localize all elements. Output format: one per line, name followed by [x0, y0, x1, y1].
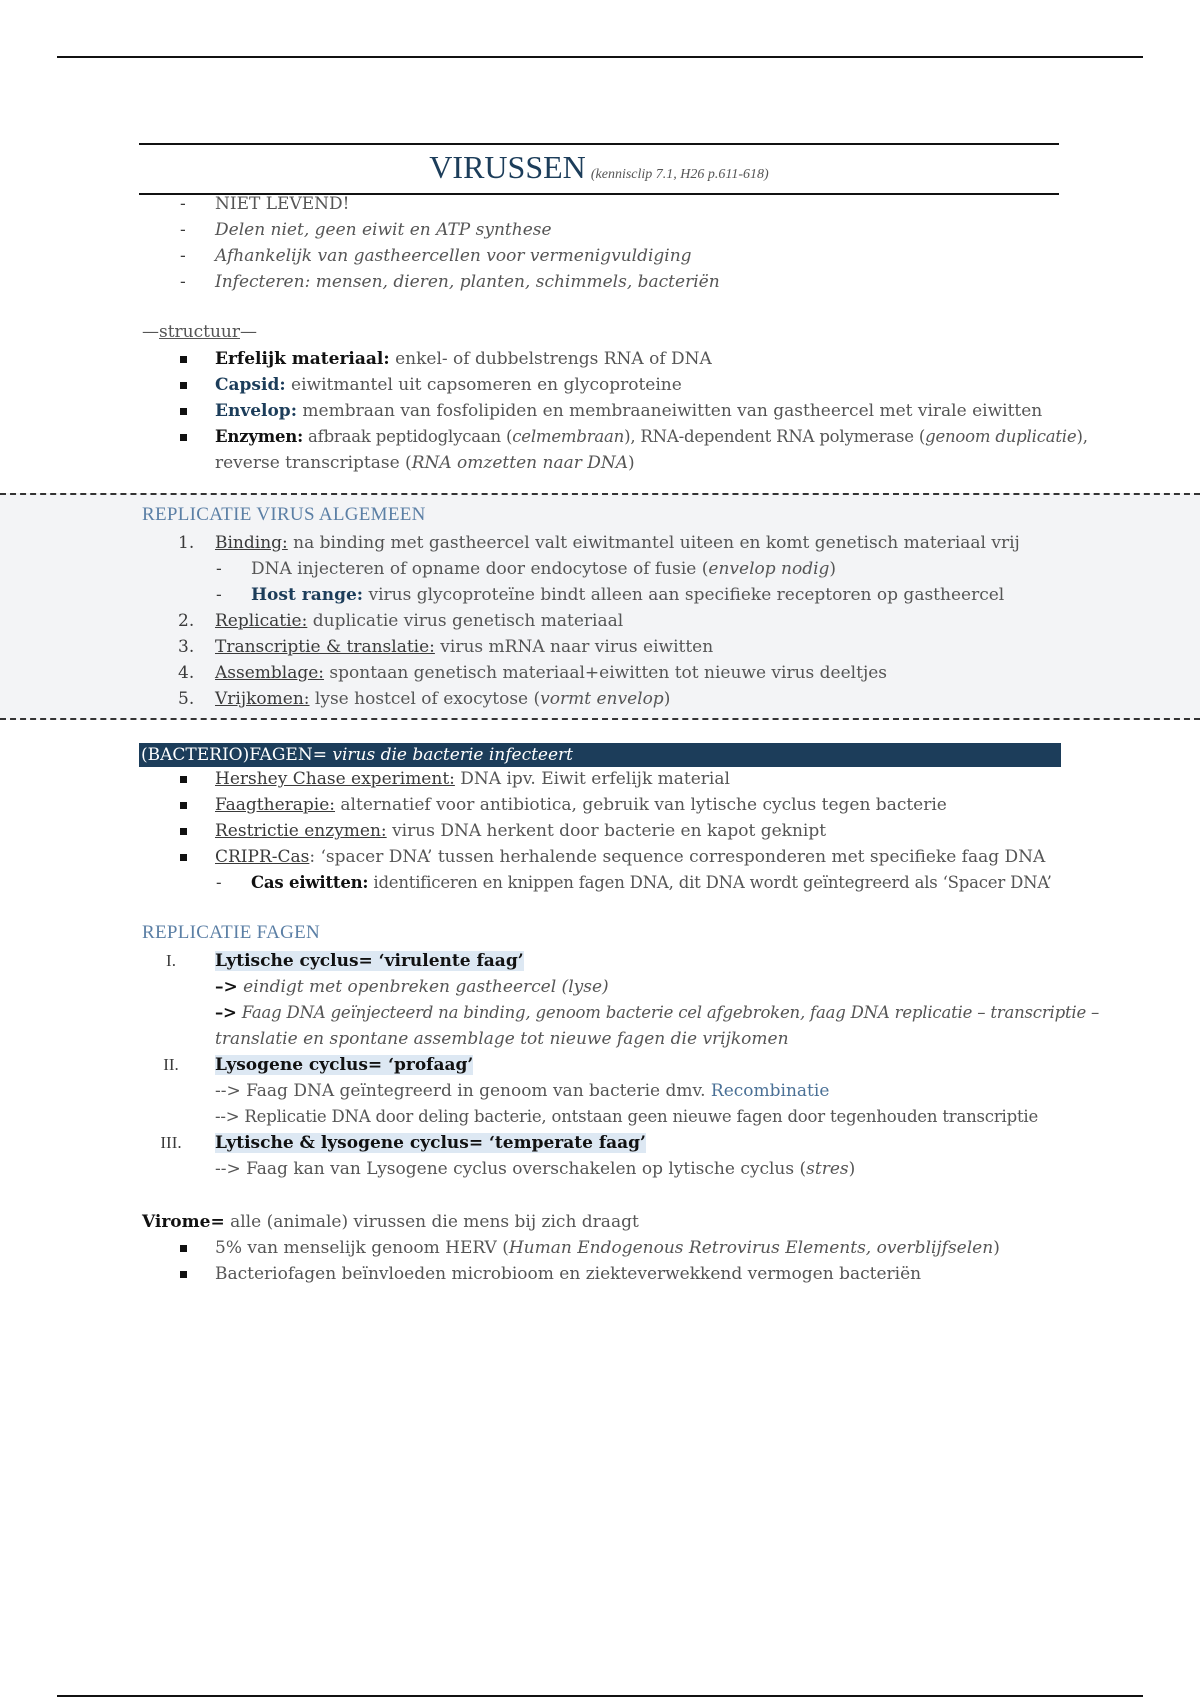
structure-item: Envelop: membraan van fosfolipiden en membraaneiwitten van gastheercel met virale eiwitten	[0, 398, 1200, 424]
structure-item: Erfelijk materiaal: enkel- of dubbelstrengs RNA of DNA	[0, 346, 1200, 372]
intro-item: - Delen niet, geen eiwit en ATP synthese	[180, 220, 552, 240]
phage-item: Hershey Chase experiment: DNA ipv. Eiwit erfelijk material	[0, 766, 1200, 792]
cycle-line: --> Faag kan van Lysogene cyclus overschakelen op lytische cyclus (stres)	[215, 1159, 856, 1179]
bullet-icon	[180, 854, 187, 861]
page-subtitle: (kennisclip 7.1, H26 p.611-618)	[590, 167, 769, 182]
phage-subitem: - Cas eiwitten: identificeren en knippen fagen DNA, dit DNA wordt geïntegreerd als ‘Spacer DNA’	[216, 873, 1052, 892]
bullet-icon	[180, 1271, 187, 1278]
replication-substep: - DNA injecteren of opname door endocytose of fusie (envelop nodig)	[216, 559, 837, 579]
virome-definition: Virome= alle (animale) virussen die mens bij zich draagt	[142, 1212, 639, 1232]
virome-item: Bacteriofagen beïnvloeden microbioom en ziekteverwekkend vermogen bacteriën	[0, 1261, 1200, 1287]
page-title: VIRUSSEN	[429, 149, 586, 185]
replication-step: 4. Assemblage: spontaan genetisch materiaal+eiwitten tot nieuwe virus deeltjes	[178, 663, 888, 683]
phage-item: Restrictie enzymen: virus DNA herkent door bacterie en kapot geknipt	[0, 818, 1200, 844]
phage-item: Faagtherapie: alternatief voor antibiotica, gebruik van lytische cyclus tegen bacterie	[0, 792, 1200, 818]
bullet-icon	[180, 1245, 187, 1252]
intro-item: - NIET LEVEND!	[180, 194, 350, 214]
cycle-title: II. Lysogene cyclus= ‘profaag’	[163, 1055, 474, 1075]
bullet-icon	[180, 802, 187, 809]
bullet-icon	[180, 828, 187, 835]
structure-item-continued: reverse transcriptase (RNA omzetten naar DNA)	[215, 453, 635, 473]
bullet-icon	[180, 408, 187, 415]
replication-step: 3. Transcriptie & translatie: virus mRNA naar virus eiwitten	[178, 637, 714, 657]
structure-heading: —structuur—	[142, 322, 258, 342]
replication-step: 1. Binding: na binding met gastheercel valt eiwitmantel uiteen en komt genetisch materiaal vrij	[178, 533, 1020, 553]
cycle-line: translatie en spontane assemblage tot nieuwe fagen die vrijkomen	[215, 1029, 789, 1049]
cycle-line: --> Replicatie DNA door deling bacterie, ontstaan geen nieuwe fagen door tegenhouden transcriptie	[215, 1107, 1039, 1126]
cycle-title: I. Lytische cyclus= ‘virulente faag’	[166, 951, 524, 971]
intro-item: - Afhankelijk van gastheercellen voor vermenigvuldiging	[180, 246, 692, 266]
structure-item: Enzymen: afbraak peptidoglycaan (celmembraan), RNA-dependent RNA polymerase (genoom duplicatie),	[0, 424, 1200, 450]
replication-step: 5. Vrijkomen: lyse hostcel of exocytose (vormt envelop)	[178, 689, 671, 709]
intro-item: - Infecteren: mensen, dieren, planten, schimmels, bacteriën	[180, 272, 720, 292]
title-block	[139, 143, 1059, 195]
page-bottom-rule	[57, 1695, 1143, 1697]
replication-substep: - Host range: virus glycoproteïne bindt alleen aan specifieke receptoren op gastheercel	[216, 585, 1005, 605]
virome-item: 5% van menselijk genoom HERV (Human Endogenous Retrovirus Elements, overblijfselen)	[0, 1235, 1200, 1261]
bullet-icon	[180, 382, 187, 389]
bullet-icon	[180, 356, 187, 363]
phage-item: CRIPR-Cas: ‘spacer DNA’ tussen herhalende sequence corresponderen met specifieke faag DNA	[0, 844, 1200, 870]
cycle-line: –> Faag DNA geïnjecteerd na binding, genoom bacterie cel afgebroken, faag DNA replicatie – transcriptie –	[215, 1003, 1100, 1022]
page-top-rule	[57, 56, 1143, 58]
structure-item: Capsid: eiwitmantel uit capsomeren en glycoproteine	[0, 372, 1200, 398]
cycle-line: --> Faag DNA geïntegreerd in genoom van bacterie dmv. Recombinatie	[215, 1081, 830, 1101]
cycle-line: –> eindigt met openbreken gastheercel (lyse)	[215, 977, 609, 997]
phages-heading-bar: (BACTERIO)FAGEN= virus die bacterie infecteert	[139, 743, 1061, 767]
cycle-title: III. Lytische & lysogene cyclus= ‘temperate faag’	[160, 1133, 646, 1153]
bullet-icon	[180, 776, 187, 783]
replication-general-heading: REPLICATIE VIRUS ALGEMEEN	[142, 504, 426, 525]
replication-step: 2. Replicatie: duplicatie virus genetisch materiaal	[178, 611, 624, 631]
replication-phages-heading: REPLICATIE FAGEN	[142, 922, 321, 943]
bullet-icon	[180, 434, 187, 441]
